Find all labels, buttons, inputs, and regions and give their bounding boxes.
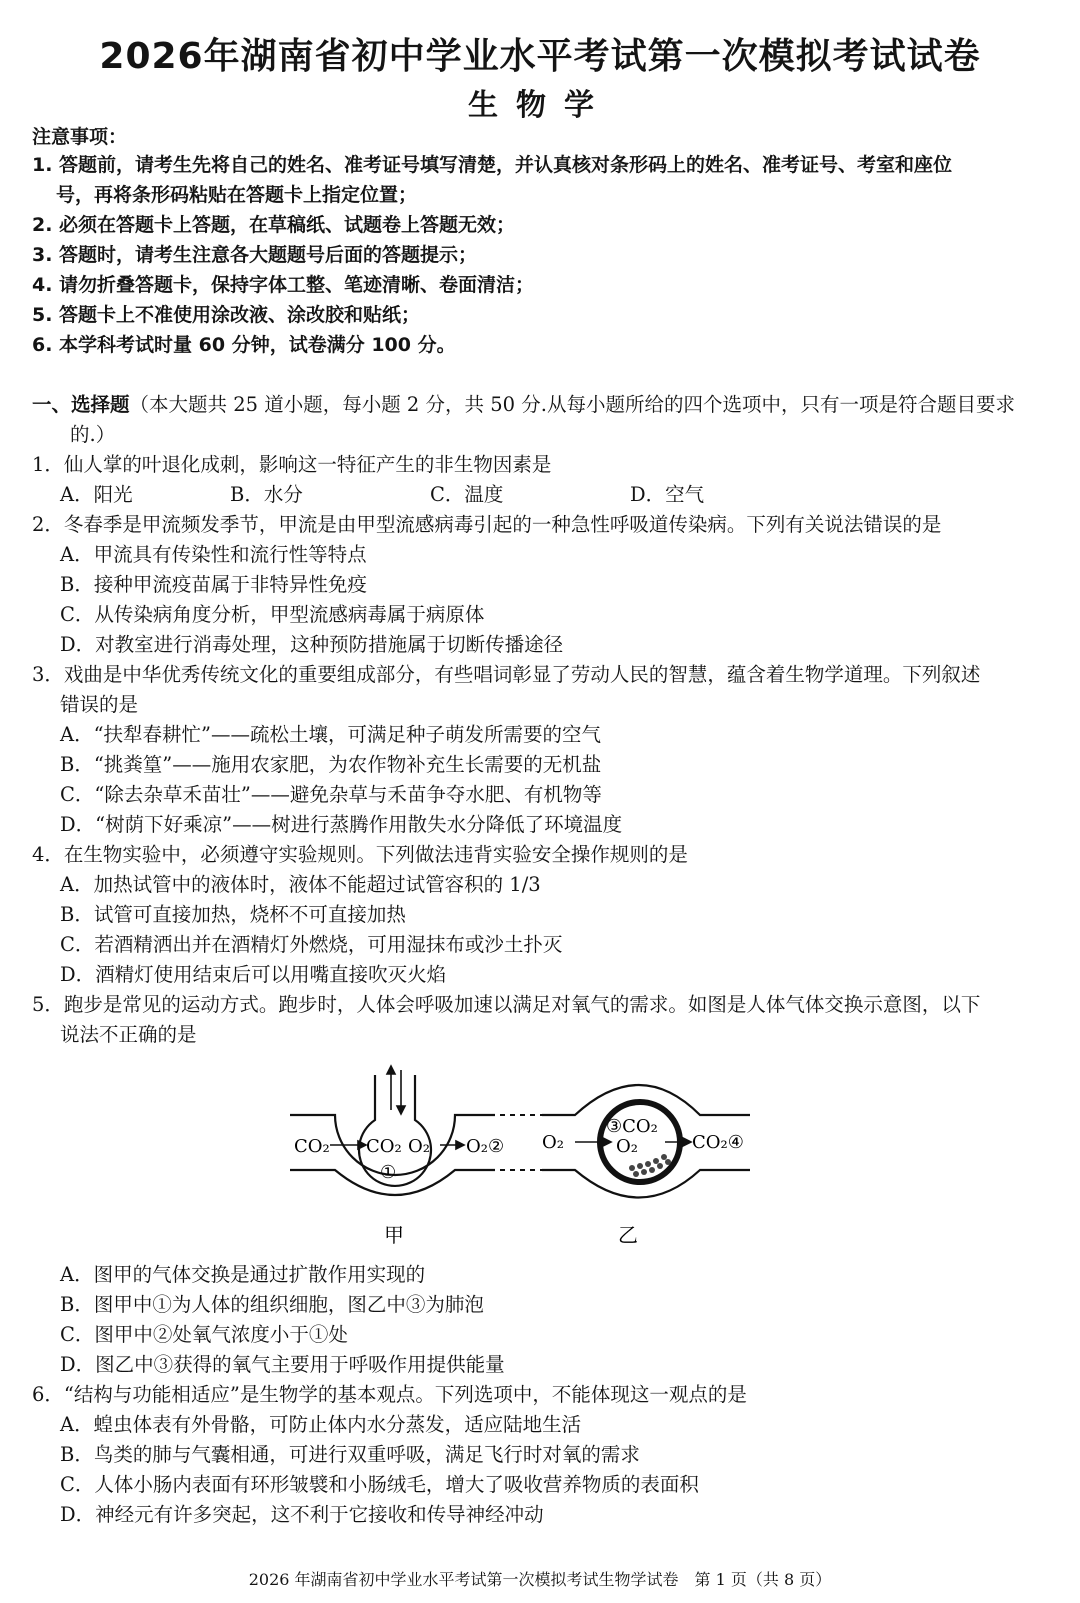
gas-exchange-diagram xyxy=(280,1060,780,1260)
question-6-option-d: D．神经元有许多突起，这不利于它接收和传导神经冲动 xyxy=(60,1503,544,1526)
notice-item-3: 3. 答题时，请考生注意各大题题号后面的答题提示； xyxy=(32,244,478,266)
question-2-option-d: D．对教室进行消毒处理，这种预防措施属于切断传播途径 xyxy=(60,633,564,656)
diagram-cell-o2: O₂ xyxy=(616,1136,638,1157)
question-5-stem-cont: 说法不正确的是 xyxy=(60,1023,197,1046)
notice-item-1: 1. 答题前，请考生先将自己的姓名、准考证号填写清楚，并认真核对条形码上的姓名、准考证号、考室和座位 xyxy=(32,154,953,176)
vessel-connector xyxy=(500,1115,542,1170)
question-3-option-d: D．“树荫下好乘凉”——树进行蒸腾作用散失水分降低了环境温度 xyxy=(60,813,623,836)
notice-item-2: 2. 必须在答题卡上答题，在草稿纸、试题卷上答题无效； xyxy=(32,214,516,236)
question-2-option-c: C．从传染病角度分析，甲型流感病毒属于病原体 xyxy=(60,603,485,626)
notice-item-4: 4. 请勿折叠答题卡，保持字体工整、笔迹清晰、卷面清洁； xyxy=(32,274,535,296)
question-2-option-a: A．甲流具有传染性和流行性等特点 xyxy=(60,543,367,566)
question-6-stem: 6．“结构与功能相适应”是生物学的基本观点。下列选项中，不能体现这一观点的是 xyxy=(32,1383,747,1406)
question-3-stem-cont: 错误的是 xyxy=(60,693,139,716)
question-5-option-a: A．图甲的气体交换是通过扩散作用实现的 xyxy=(60,1263,426,1286)
question-1-option-b: B．水分 xyxy=(230,483,303,506)
question-6-option-c: C．人体小肠内表面有环形皱襞和小肠绒毛，增大了吸收营养物质的表面积 xyxy=(60,1473,699,1496)
notice-item-5: 5. 答题卡上不准使用涂改液、涂改胶和贴纸； xyxy=(32,304,421,326)
question-3-option-b: B．“挑粪篁”——施用农家肥，为农作物补充生长需要的无机盐 xyxy=(60,753,602,776)
diagram-cell-co2: ③CO₂ xyxy=(606,1116,658,1137)
section-label: 一、选择题 xyxy=(32,393,130,416)
notice-item-6: 6. 本学科考试时量 60 分钟，试卷满分 100 分。 xyxy=(32,334,456,356)
question-4-option-c: C．若酒精洒出并在酒精灯外燃烧，可用湿抹布或沙土扑灭 xyxy=(60,933,563,956)
question-3-stem: 3．戏曲是中华优秀传统文化的重要组成部分，有些唱词彰显了劳动人民的智慧，蕴含着生物学道理。下列叙述 xyxy=(32,663,981,686)
question-2-stem: 2．冬春季是甲流频发季节，甲流是由甲型流感病毒引起的一种急性呼吸道传染病。下列有关说法错误的是 xyxy=(32,513,942,536)
question-5-option-c: C．图甲中②处氧气浓度小于①处 xyxy=(60,1323,348,1346)
question-6-option-b: B．鸟类的肺与气囊相通，可进行双重呼吸，满足飞行时对氧的需求 xyxy=(60,1443,640,1466)
page-title: 2026年湖南省初中学业水平考试第一次模拟考试试卷 xyxy=(99,36,981,77)
page-footer: 2026 年湖南省初中学业水平考试第一次模拟考试生物学试卷 第 1 页（共 8 页） xyxy=(248,1570,832,1589)
section-description: （本大题共 25 道小题，每小题 2 分，共 50 分.从每小题所给的四个选项中，只有一项是符合题目要求 xyxy=(129,393,1015,416)
question-4-option-b: B．试管可直接加热，烧杯不可直接加热 xyxy=(60,903,406,926)
question-2-option-b: B．接种甲流疫苗属于非特异性免疫 xyxy=(60,573,367,596)
diagram-inner-o2: O₂ xyxy=(408,1136,430,1157)
diagram-left-co2: CO₂ xyxy=(294,1136,330,1157)
diagram-left2-o2: O₂ xyxy=(542,1132,564,1153)
section-heading xyxy=(32,390,1015,420)
diagram-inner-co2: CO₂ xyxy=(366,1136,402,1157)
notice-heading: 注意事项： xyxy=(32,126,128,148)
section-description-cont: 的.） xyxy=(70,423,116,446)
diagram-label-yi: 乙 xyxy=(618,1223,638,1247)
question-3-option-a: A．“扶犁春耕忙”——疏松土壤，可满足种子萌发所需要的空气 xyxy=(60,723,602,746)
question-5-stem: 5．跑步是常见的运动方式。跑步时，人体会呼吸加速以满足对氧气的需求。如图是人体气体交换示意图，以下 xyxy=(32,993,981,1016)
question-3-option-c: C．“除去杂草禾苗壮”——避免杂草与禾苗争夺水肥、有机物等 xyxy=(60,783,602,806)
diagram-right2-co2: CO₂④ xyxy=(692,1132,744,1153)
subject-title: 生物学 xyxy=(468,88,612,123)
notice-item-1-cont: 号，再将条形码粘贴在答题卡上指定位置； xyxy=(56,184,418,206)
diagram-right-o2: O₂② xyxy=(466,1136,505,1157)
diagram-mark-1: ① xyxy=(380,1162,397,1183)
question-6-option-a: A．蝗虫体表有外骨骼，可防止体内水分蒸发，适应陆地生活 xyxy=(60,1413,582,1436)
question-1-option-a: A．阳光 xyxy=(60,483,133,506)
question-4-option-a: A．加热试管中的液体时，液体不能超过试管容积的 1/3 xyxy=(60,873,541,896)
question-1-option-d: D．空气 xyxy=(630,483,705,506)
question-5-option-d: D．图乙中③获得的氧气主要用于呼吸作用提供能量 xyxy=(60,1353,505,1376)
airflow-arrows xyxy=(387,1066,405,1114)
question-5-option-b: B．图甲中①为人体的组织细胞，图乙中③为肺泡 xyxy=(60,1293,484,1316)
diagram-label-jia: 甲 xyxy=(384,1223,404,1247)
question-4-stem: 4．在生物实验中，必须遵守实验规则。下列做法违背实验安全操作规则的是 xyxy=(32,843,688,866)
question-1-stem: 1．仙人掌的叶退化成刺，影响这一特征产生的非生物因素是 xyxy=(32,453,552,476)
question-1-option-c: C．温度 xyxy=(430,483,504,506)
question-4-option-d: D．酒精灯使用结束后可以用嘴直接吹灭火焰 xyxy=(60,963,447,986)
